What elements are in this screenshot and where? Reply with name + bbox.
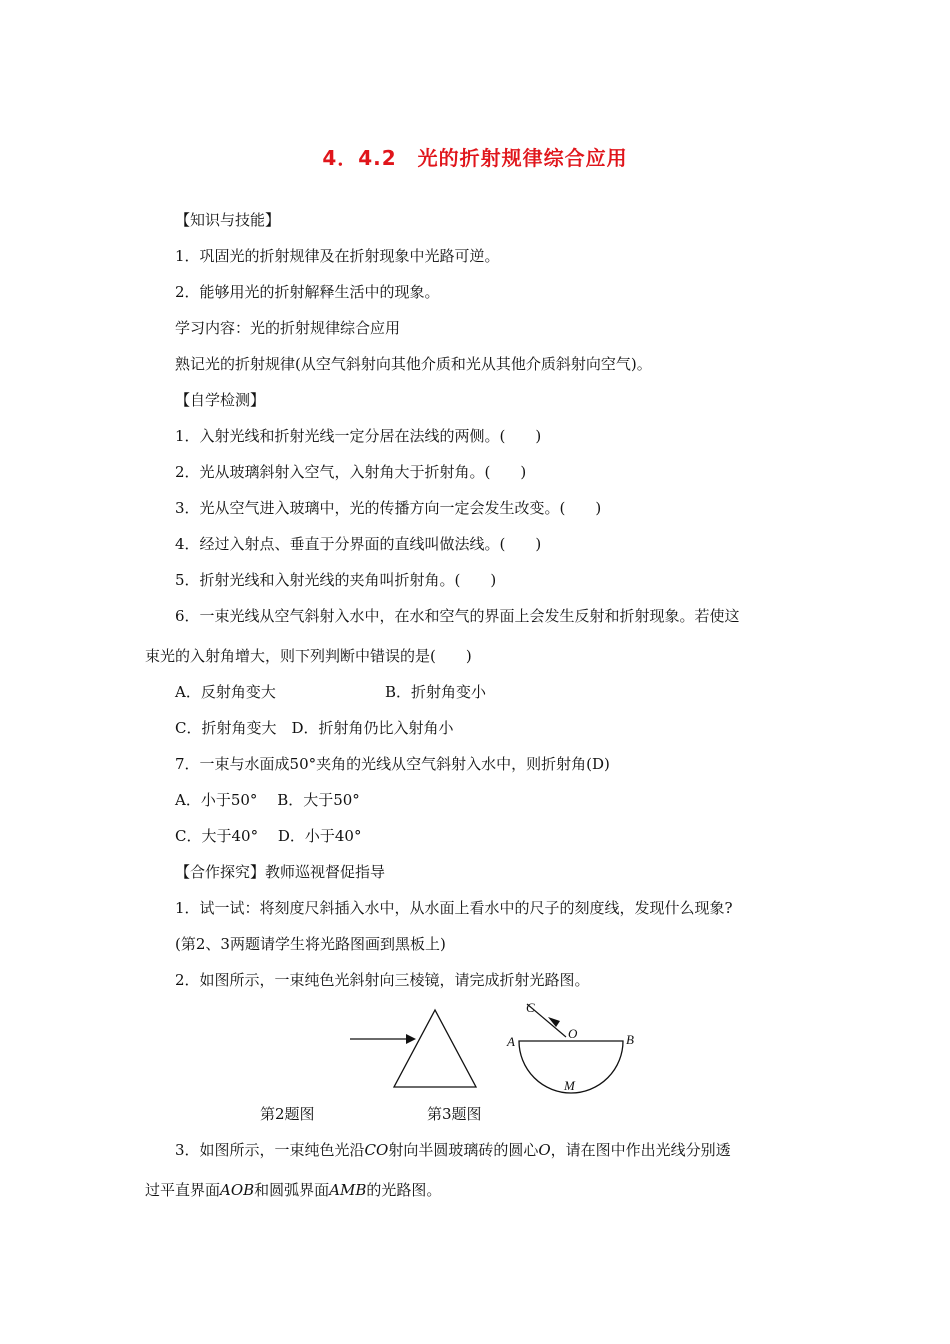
learning-content: 学习内容：光的折射规律综合应用 bbox=[175, 319, 401, 337]
figure-3-caption: 第3题图 bbox=[427, 1105, 482, 1123]
coop-3-text-a: 3．如图所示，一束纯色光沿 bbox=[175, 1141, 365, 1159]
knowledge-item-1: 1．巩固光的折射规律及在折射现象中光路可逆。 bbox=[175, 247, 500, 265]
self-check-header: 【自学检测】 bbox=[175, 391, 266, 409]
self-check-item-5: 5．折射光线和入射光线的夹角叫折射角。( ) bbox=[175, 571, 497, 589]
arrow-right-icon bbox=[406, 1034, 416, 1044]
question-6-line-2: 束光的入射角增大，则下列判断中错误的是( ) bbox=[145, 647, 472, 665]
coop-3-co: CO bbox=[364, 1141, 389, 1159]
point-m-label: M bbox=[564, 1078, 575, 1093]
coop-header: 【合作探究】教师巡视督促指导 bbox=[175, 863, 386, 881]
coop-item-3-line-2 bbox=[145, 1180, 441, 1200]
arrow-down-right-icon bbox=[548, 1017, 560, 1027]
coop-note: (第2、3两题请学生将光路图画到黑板上) bbox=[175, 935, 446, 953]
question-7: 7．一束与水面成50°夹角的光线从空气斜射入水中，则折射角(D) bbox=[175, 755, 610, 773]
coop-3-text-d: 过平直界面 bbox=[145, 1181, 221, 1199]
question-6-option-b: B．折射角变小 bbox=[385, 683, 487, 701]
page-title: 4．4.2 光的折射规律综合应用 bbox=[322, 146, 628, 170]
prism-figure bbox=[350, 1010, 476, 1087]
coop-item-1: 1．试一试：将刻度尺斜插入水中，从水面上看水中的尺子的刻度线，发现什么现象? bbox=[175, 899, 733, 917]
knowledge-header: 【知识与技能】 bbox=[175, 211, 281, 229]
coop-3-aob: AOB bbox=[220, 1181, 255, 1199]
question-7-options-ab: A．小于50° B．大于50° bbox=[175, 791, 360, 809]
self-check-item-3: 3．光从空气进入玻璃中，光的传播方向一定会发生改变。( ) bbox=[175, 499, 602, 517]
question-6-option-a: A．反射角变大 bbox=[175, 683, 276, 701]
self-check-item-4: 4．经过入射点、垂直于分界面的直线叫做法线。( ) bbox=[175, 535, 542, 553]
prism-triangle bbox=[394, 1010, 476, 1087]
coop-3-text-f: 的光路图。 bbox=[366, 1181, 442, 1199]
question-6-line-1: 6．一束光线从空气斜射入水中，在水和空气的界面上会发生反射和折射现象。若使这 bbox=[175, 607, 740, 625]
point-c-label: C bbox=[526, 1000, 535, 1015]
coop-3-text-b: 射向半圆玻璃砖的圆心 bbox=[388, 1141, 539, 1159]
memorize-text: 熟记光的折射规律(从空气斜射向其他介质和光从其他介质斜射向空气)。 bbox=[175, 355, 652, 373]
self-check-item-2: 2．光从玻璃斜射入空气，入射角大于折射角。( ) bbox=[175, 463, 527, 481]
coop-3-text-c: ，请在图中作出光线分别透 bbox=[550, 1141, 731, 1159]
point-b-label: B bbox=[626, 1032, 634, 1047]
figure-2-caption: 第2题图 bbox=[260, 1105, 315, 1123]
semicircle-figure bbox=[506, 1000, 634, 1093]
point-a-label: A bbox=[507, 1034, 515, 1049]
knowledge-item-2: 2．能够用光的折射解释生活中的现象。 bbox=[175, 283, 440, 301]
coop-item-3-line-1 bbox=[175, 1140, 731, 1160]
point-o-label: O bbox=[568, 1026, 578, 1041]
coop-3-text-e: 和圆弧界面 bbox=[254, 1181, 330, 1199]
self-check-item-1: 1．入射光线和折射光线一定分居在法线的两侧。( ) bbox=[175, 427, 542, 445]
coop-item-2: 2．如图所示，一束纯色光斜射向三棱镜，请完成折射光路图。 bbox=[175, 971, 590, 989]
question-6-options-cd: C．折射角变大 D．折射角仍比入射角小 bbox=[175, 719, 454, 737]
coop-3-amb: AMB bbox=[329, 1181, 367, 1199]
coop-3-o: O bbox=[538, 1141, 551, 1159]
question-7-options-cd: C．大于40° D．小于40° bbox=[175, 827, 362, 845]
